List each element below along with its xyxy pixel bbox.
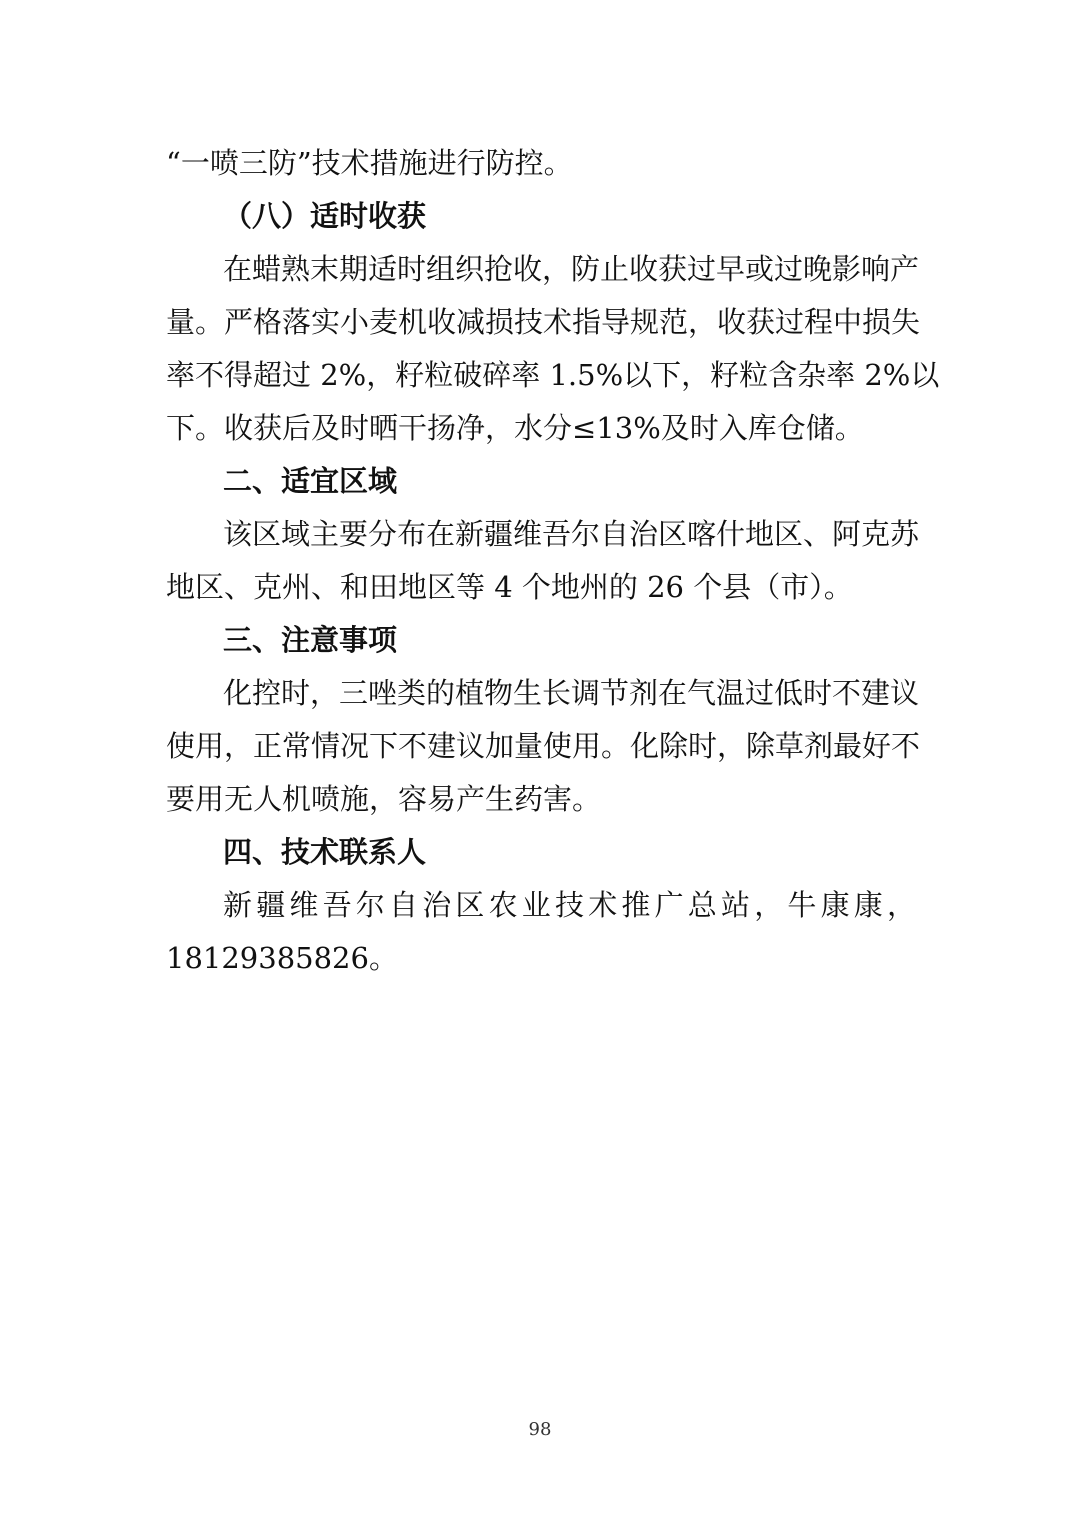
section-3-line-2: 使用，正常情况下不建议加量使用。化除时，除草剂最好不: [166, 729, 921, 763]
section-4-line-1: 新疆维吾尔自治区农业技术推广总站，牛康康，: [223, 888, 916, 922]
section-8-line-4: 下。收获后及时晒干扬净，水分≤13%及时入库仓储。: [166, 411, 864, 445]
intro-line: “一喷三防”技术措施进行防控。: [166, 146, 573, 180]
section-3-line-1: 化控时，三唑类的植物生长调节剂在气温过低时不建议: [223, 676, 920, 710]
section-4-line-2: 18129385826。: [166, 941, 398, 975]
section-8-line-2: 量。严格落实小麦机收减损技术指导规范，收获过程中损失: [166, 305, 921, 339]
section-2-line-1: 该区域主要分布在新疆维吾尔自治区喀什地区、阿克苏: [223, 517, 920, 551]
section-8-heading: （八）适时收获: [223, 199, 427, 233]
section-3-heading: 三、注意事项: [223, 623, 398, 657]
section-3-line-3: 要用无人机喷施，容易产生药害。: [166, 782, 602, 816]
page-number: 98: [528, 1419, 552, 1440]
section-4-heading: 四、技术联系人: [223, 835, 427, 869]
section-2-heading: 二、适宜区域: [223, 464, 398, 498]
section-8-line-1: 在蜡熟末期适时组织抢收，防止收获过早或过晚影响产: [223, 252, 920, 286]
section-2-line-2: 地区、克州、和田地区等 4 个地州的 26 个县（市）。: [166, 570, 853, 604]
section-8-line-3: 率不得超过 2%，籽粒破碎率 1.5%以下，籽粒含杂率 2%以: [166, 358, 940, 392]
